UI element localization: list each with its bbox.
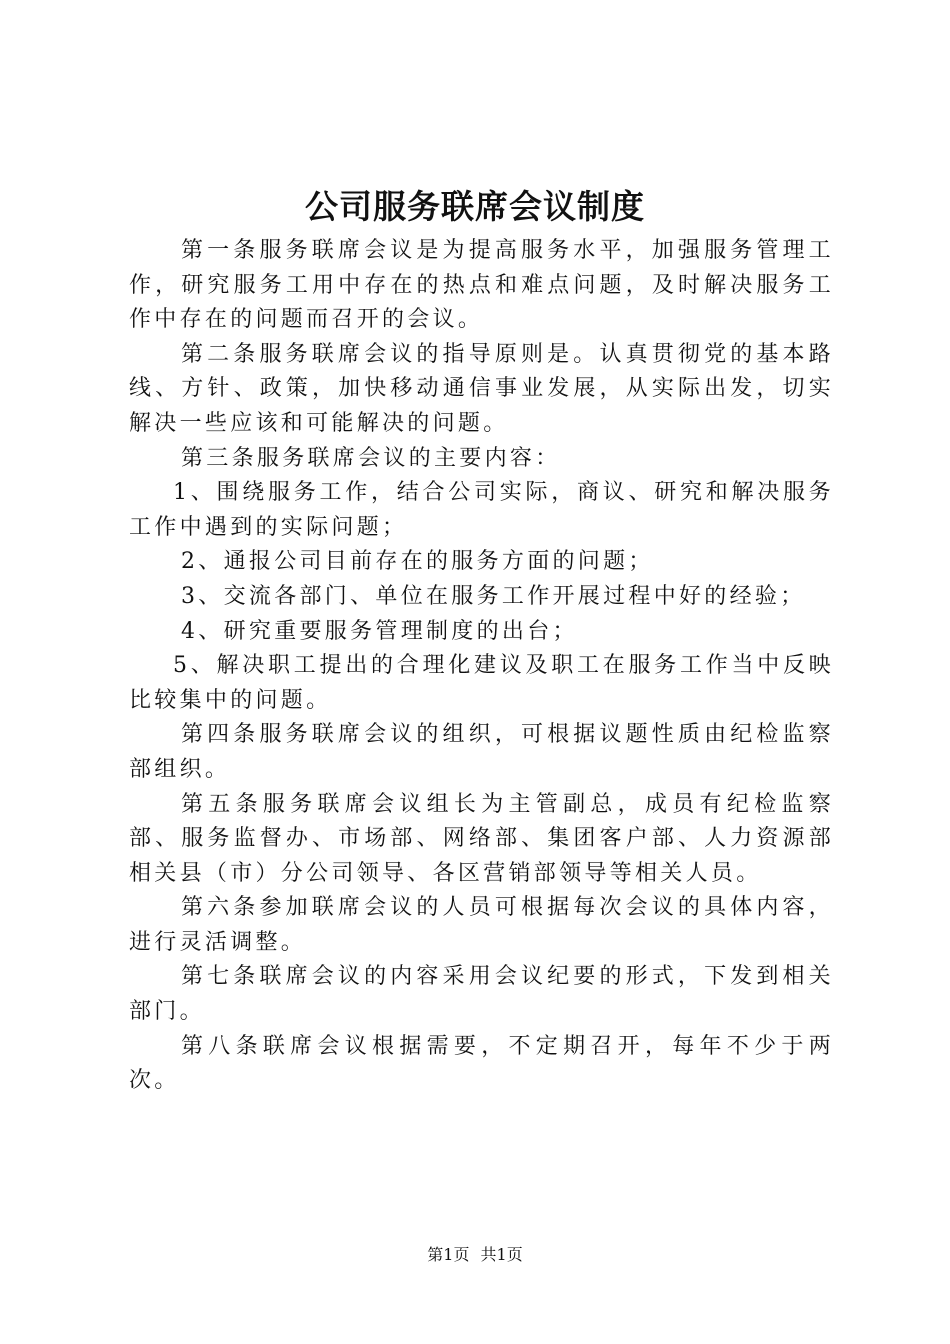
article-6-paragraph: 第六条参加联席会议的人员可根据每次会议的具体内容，进行灵活调整。 xyxy=(129,895,834,955)
article-3-paragraph: 第三条服务联席会议的主要内容： xyxy=(181,445,561,471)
article-7-paragraph: 第七条联席会议的内容采用会议纪要的形式，下发到相关部门。 xyxy=(129,964,834,1025)
article-1-paragraph: 第一条服务联席会议是为提高服务水平，加强服务管理工作，研究服务工用中存在的热点和难点问题，及时解决服务工作中存在的问题而召开的会议。 xyxy=(129,238,834,333)
document-body xyxy=(129,234,834,1099)
content-item-3: 3、交流各部门、单位在服务工作开展过程中好的经验； xyxy=(181,583,806,609)
article-8-paragraph: 第八条联席会议根据需要，不定期召开，每年不少于两次。 xyxy=(129,1033,834,1094)
document-title: 公司服务联席会议制度 xyxy=(305,187,645,226)
content-item-4: 4、研究重要服务管理制度的出台； xyxy=(181,618,578,644)
article-4-paragraph: 第四条服务联席会议的组织，可根据议题性质由纪检监察部组织。 xyxy=(129,722,834,782)
content-item-2: 2、通报公司目前存在的服务方面的问题； xyxy=(181,549,654,575)
article-2-paragraph: 第二条服务联席会议的指导原则是。认真贯彻党的基本路线、方针、政策，加快移动通信事业发展，从实际出发，切实解决一些应该和可能解决的问题。 xyxy=(129,341,834,436)
content-item-1: 1、围绕服务工作，结合公司实际，商议、研究和解决服务工作中遇到的实际问题； xyxy=(129,480,834,540)
article-5-paragraph: 第五条服务联席会议组长为主管副总，成员有纪检监察部、服务监督办、市场部、网络部、集团客户部、人力资源部相关县（市）分公司领导、各区营销部领导等相关人员。 xyxy=(129,791,834,886)
page-number-footer: 第1页 共1页 xyxy=(427,1245,523,1264)
content-item-5: 5、解决职工提出的合理化建议及职工在服务工作当中反映比较集中的问题。 xyxy=(129,653,834,713)
